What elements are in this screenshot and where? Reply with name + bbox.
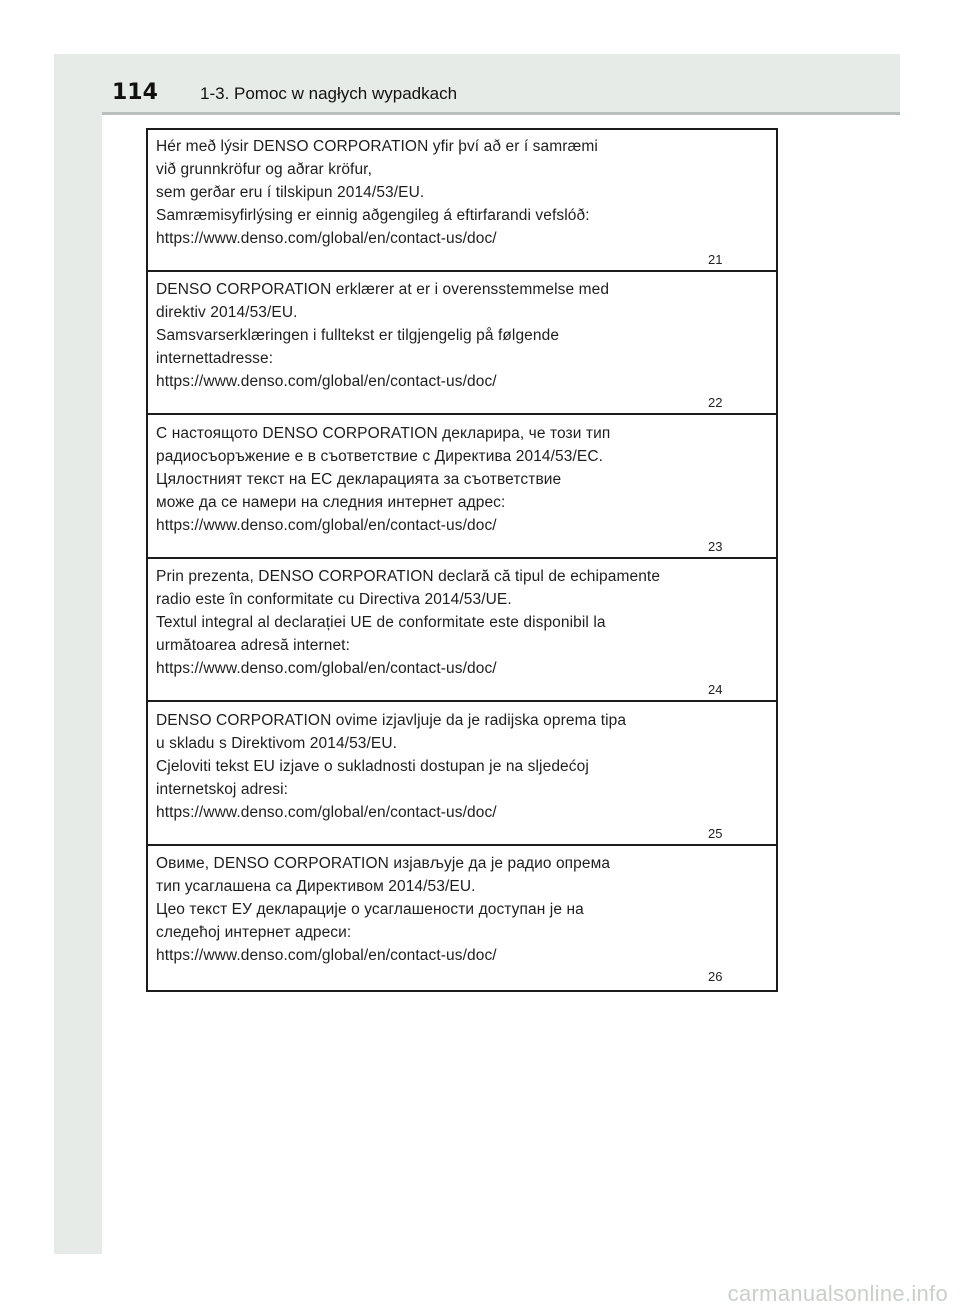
declaration-line: internetskoj adresi: xyxy=(156,781,289,798)
declaration-cell-25 xyxy=(148,704,776,846)
cell-number: 22 xyxy=(708,395,723,410)
declaration-url: https://www.denso.com/global/en/contact-us/doc/ xyxy=(156,373,497,390)
declaration-line: radio este în conformitate cu Directiva 2014/53/UE. xyxy=(156,591,512,608)
declaration-line: Овиме, DENSO CORPORATION изјављује да је радио опрема xyxy=(156,855,611,872)
declaration-line: direktiv 2014/53/EU. xyxy=(156,304,298,321)
declaration-cell-26 xyxy=(148,847,776,989)
cell-number: 24 xyxy=(708,682,723,697)
declaration-line: следећој интернет адреси: xyxy=(156,924,352,941)
cell-number: 23 xyxy=(708,539,723,554)
page-number: 114 xyxy=(112,80,158,105)
declaration-line: Samræmisyfirlýsing er einnig aðgengileg á eftirfarandi vefslóð: xyxy=(156,207,590,224)
declaration-line: Samsvarserklæringen i fulltekst er tilgjengelig på følgende xyxy=(156,327,560,344)
cell-number: 21 xyxy=(708,252,723,267)
declaration-url: https://www.denso.com/global/en/contact-us/doc/ xyxy=(156,660,497,677)
declaration-line: următoarea adresă internet: xyxy=(156,637,350,654)
declaration-line: тип усаглашена са Директивом 2014/53/EU. xyxy=(156,878,476,895)
declaration-line: Cjeloviti tekst EU izjave o sukladnosti dostupan je na sljedećoj xyxy=(156,758,589,775)
side-strip xyxy=(54,54,102,1254)
declaration-table xyxy=(146,128,778,992)
declaration-line: Hér með lýsir DENSO CORPORATION yfir því að er í samræmi xyxy=(156,138,598,155)
declaration-line: DENSO CORPORATION ovime izjavljuje da je radijska oprema tipa xyxy=(156,712,627,729)
declaration-cell-21 xyxy=(148,130,776,272)
declaration-cell-23 xyxy=(148,417,776,559)
declaration-url: https://www.denso.com/global/en/contact-us/doc/ xyxy=(156,517,497,534)
declaration-line: Prin prezenta, DENSO CORPORATION declară că tipul de echipamente xyxy=(156,568,661,585)
section-title: 1-3. Pomoc w nagłych wypadkach xyxy=(200,84,458,103)
declaration-line: Textul integral al declarației UE de conformitate este disponibil la xyxy=(156,614,606,631)
declaration-line: sem gerðar eru í tilskipun 2014/53/EU. xyxy=(156,184,425,201)
declaration-line: С настоящото DENSO CORPORATION декларира, че този тип xyxy=(156,425,611,442)
declaration-line: Цео текст ЕУ декларације о усаглашености доступан је на xyxy=(156,901,584,918)
header-divider xyxy=(102,112,900,115)
declaration-cell-22 xyxy=(148,273,776,415)
declaration-url: https://www.denso.com/global/en/contact-us/doc/ xyxy=(156,947,497,964)
declaration-line: DENSO CORPORATION erklærer at er i overensstemmelse med xyxy=(156,281,610,298)
cell-number: 25 xyxy=(708,826,723,841)
declaration-line: радиосъоръжение е в съответствие с Директива 2014/53/ЕС. xyxy=(156,448,604,465)
declaration-url: https://www.denso.com/global/en/contact-us/doc/ xyxy=(156,230,497,247)
declaration-line: u skladu s Direktivom 2014/53/EU. xyxy=(156,735,398,752)
declaration-line: internettadresse: xyxy=(156,350,274,367)
declaration-url: https://www.denso.com/global/en/contact-us/doc/ xyxy=(156,804,497,821)
declaration-cell-24 xyxy=(148,560,776,702)
declaration-line: Цялостният текст на ЕС декларацията за съответствие xyxy=(156,471,562,488)
watermark: carmanualsonline.info xyxy=(727,1281,948,1306)
cell-number: 26 xyxy=(708,969,723,984)
declaration-line: við grunnkröfur og aðrar kröfur, xyxy=(156,161,372,178)
declaration-line: може да се намери на следния интернет адрес: xyxy=(156,494,506,511)
